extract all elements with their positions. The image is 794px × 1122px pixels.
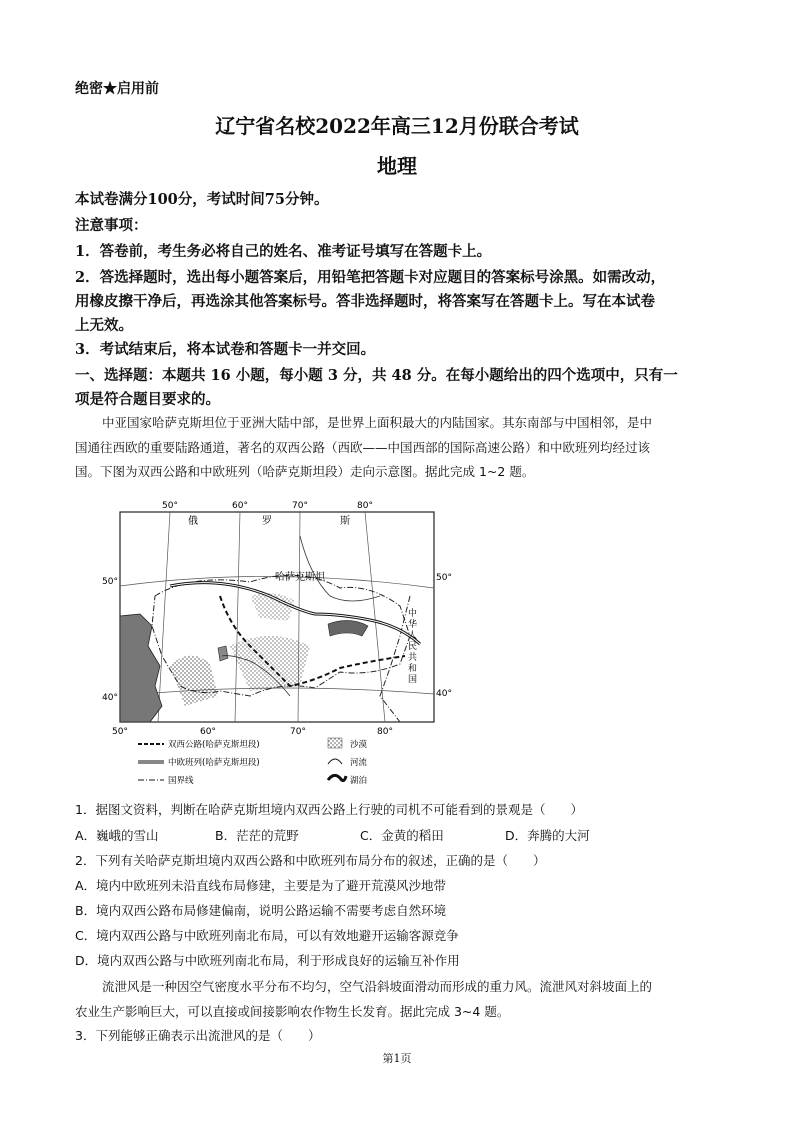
- legend-lake-label: 湖泊: [350, 776, 368, 786]
- score-time: 本试卷满分100分，考试时间75分钟。: [75, 191, 329, 208]
- label-china-5: 共: [408, 653, 418, 663]
- q1-option-a[interactable]: A．巍峨的雪山: [75, 828, 159, 843]
- label-china-2: 华: [408, 620, 418, 630]
- legend-lake-swatch: [328, 775, 346, 780]
- lon-bottom-60: 60°: [200, 727, 216, 737]
- label-russia-2: 罗: [262, 516, 272, 527]
- legend-desert-label: 沙漠: [350, 740, 368, 750]
- label-russia-3: 斯: [340, 516, 350, 527]
- lat-left-50: 50°: [102, 577, 118, 587]
- page-number: 第1页: [382, 1052, 412, 1065]
- notice-1: 1．答卷前，考生务必将自己的姓名、准考证号填写在答题卡上。: [75, 243, 492, 260]
- lat-right-40: 40°: [436, 689, 452, 699]
- lon-bottom-50: 50°: [112, 727, 128, 737]
- label-china-3: 人: [408, 631, 418, 641]
- section-heading-a: 一、选择题：本题共 16 小题，每小题 3 分，共 48 分。在每小题给出的四个选项中，只有一: [75, 367, 678, 384]
- q2-stem: 2．下列有关哈萨克斯坦境内双西公路和中欧班列布局分布的叙述，正确的是（ ）: [75, 853, 546, 868]
- secret-label: 绝密★启用前: [75, 81, 159, 97]
- passage1-line1: 中亚国家哈萨克斯坦位于亚洲大陆中部，是世界上面积最大的内陆国家。其东南部与中国相邻，是中: [102, 415, 653, 430]
- label-china-7: 国: [408, 675, 418, 685]
- kazakhstan-route-map: [100, 496, 450, 796]
- legend-highway-label: 双西公路(哈萨克斯坦段): [168, 740, 260, 750]
- lon-bottom-80: 80°: [377, 727, 393, 737]
- label-china-6: 和: [408, 664, 418, 674]
- passage1-line2: 国通往西欧的重要陆路通道，著名的双西公路（西欧——中国西部的国际高速公路）和中欧班列均经过该: [75, 440, 651, 455]
- legend-river-swatch: [328, 759, 342, 764]
- lon-top-60: 60°: [232, 501, 248, 511]
- q2-option-c[interactable]: C．境内双西公路与中欧班列南北布局，可以有效地避开运输客源竞争: [75, 928, 459, 943]
- q1-stem: 1．据图文资料，判断在哈萨克斯坦境内双西公路上行驶的司机不可能看到的景观是（ ）: [75, 802, 583, 817]
- lon-top-80: 80°: [357, 501, 373, 511]
- label-china-4: 民: [408, 642, 418, 652]
- subject-title: 地理: [377, 154, 417, 178]
- notice-3: 3．考试结束后，将本试卷和答题卡一并交回。: [75, 341, 376, 358]
- section-heading-b: 项是符合题目要求的。: [75, 391, 220, 408]
- label-russia-1: 俄: [188, 516, 198, 527]
- q2-option-b[interactable]: B．境内双西公路布局修建偏南，说明公路运输不需要考虑自然环境: [75, 903, 447, 918]
- legend-desert-swatch: [328, 738, 342, 748]
- q2-option-d[interactable]: D．境内双西公路与中欧班列南北布局，利于形成良好的运输互补作用: [75, 953, 460, 968]
- lon-top-50: 50°: [162, 501, 178, 511]
- legend-border-label: 国界线: [168, 776, 194, 786]
- aral-lake: [218, 646, 228, 661]
- q3-stem: 3．下列能够正确表示出流泄风的是（ ）: [75, 1028, 321, 1043]
- label-china-1: 中: [408, 609, 418, 619]
- passage2-line1: 流泄风是一种因空气密度水平分布不均匀，空气沿斜坡面滑动而形成的重力风。流泄风对斜坡面上的: [102, 979, 653, 994]
- label-kazakhstan: 哈萨克斯坦: [275, 572, 325, 583]
- legend-river-label: 河流: [350, 758, 368, 768]
- notice-2b: 用橡皮擦干净后，再选涂其他答案标号。答非选择题时，将答案写在答题卡上。写在本试卷: [75, 293, 655, 310]
- legend-railway-label: 中欧班列(哈萨克斯坦段): [168, 758, 260, 768]
- q1-option-d[interactable]: D．奔腾的大河: [505, 828, 590, 843]
- q1-option-b[interactable]: B．茫茫的荒野: [215, 828, 299, 843]
- notice-2c: 上无效。: [75, 317, 133, 334]
- q2-option-a[interactable]: A．境内中欧班列未沿直线布局修建，主要是为了避开荒漠风沙地带: [75, 878, 447, 893]
- lat-left-40: 40°: [102, 693, 118, 703]
- lon-bottom-70: 70°: [290, 727, 306, 737]
- lon-top-70: 70°: [292, 501, 308, 511]
- passage1-line3: 国。下图为双西公路和中欧班列（哈萨克斯坦段）走向示意图。据此完成 1~2 题。: [75, 464, 535, 479]
- lat-right-50: 50°: [436, 573, 452, 583]
- notice-title: 注意事项：: [75, 217, 148, 234]
- exam-title: 辽宁省名校2022年高三12月份联合考试: [215, 114, 579, 138]
- notice-2a: 2．答选择题时，选出每小题答案后，用铅笔把答题卡对应题目的答案标号涂黑。如需改动，: [75, 269, 666, 286]
- q1-option-c[interactable]: C．金黄的稻田: [360, 828, 444, 843]
- passage2-line2: 农业生产影响巨大，可以直接或间接影响农作物生长发育。据此完成 3~4 题。: [75, 1004, 510, 1019]
